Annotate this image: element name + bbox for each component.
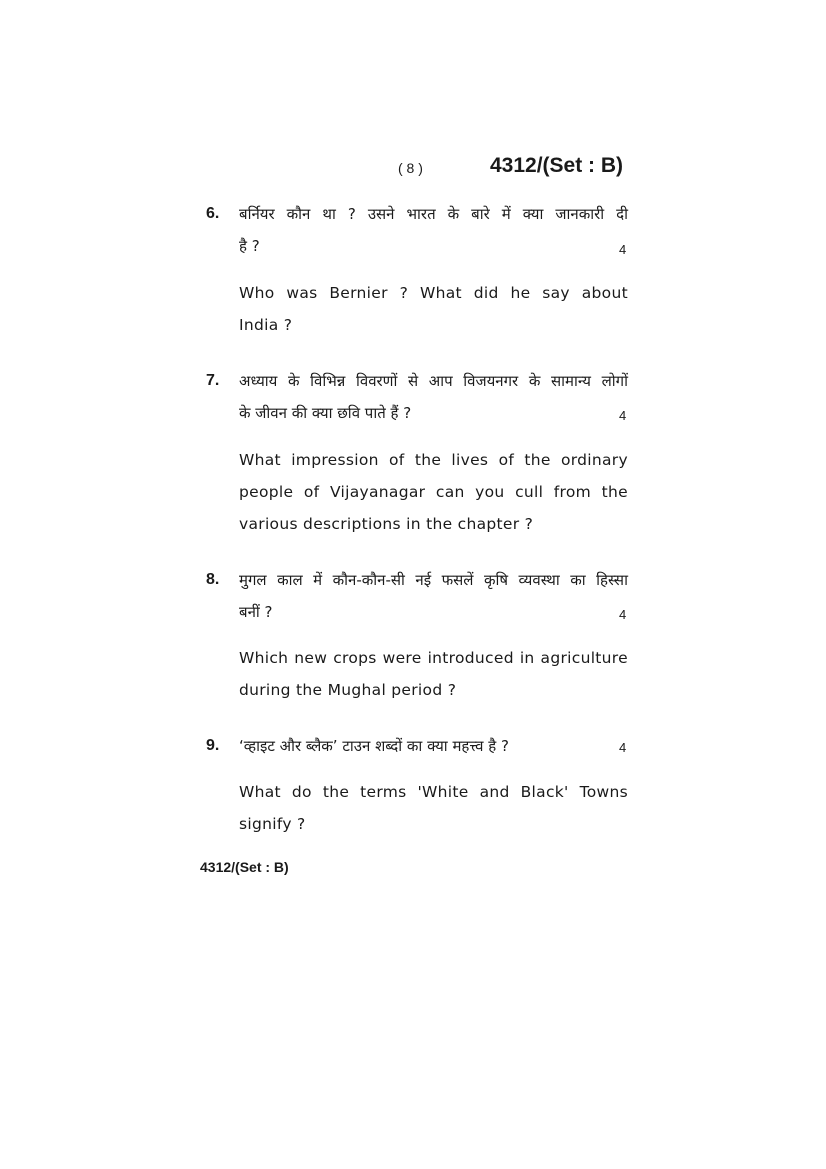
english-line — [239, 508, 628, 540]
word: लोगों — [601, 372, 628, 390]
word: के जीवन की क्या छवि पाते हैं ? — [239, 404, 412, 422]
english-line — [239, 808, 628, 840]
word: कौन — [286, 205, 311, 223]
question-marks: 4 — [619, 740, 627, 755]
hindi-line — [239, 198, 628, 230]
word: ‘व्हाइट और ब्लैक’ टाउन शब्दों का क्या महत्त्व है ? — [239, 737, 509, 755]
word: विभिन्न — [310, 372, 346, 390]
word: के — [528, 372, 541, 390]
word: सामान्य — [550, 372, 591, 390]
question-english-text — [239, 277, 628, 341]
word: बनीं ? — [239, 603, 273, 621]
word: दी — [616, 205, 628, 223]
word: you — [475, 483, 505, 501]
english-line — [239, 674, 628, 706]
english-line — [239, 642, 628, 674]
word: में — [501, 205, 511, 223]
question-hindi-text — [239, 365, 628, 429]
word: can — [435, 483, 465, 501]
word: the — [601, 483, 628, 501]
word: What — [239, 451, 281, 469]
word: है ? — [239, 237, 260, 255]
word: from — [553, 483, 592, 501]
word: during the Mughal period ? — [239, 681, 457, 699]
word: agriculture — [540, 649, 628, 667]
hindi-line — [239, 397, 628, 429]
word: व्यवस्था — [518, 571, 560, 589]
word: new — [294, 649, 328, 667]
word: do — [291, 783, 312, 801]
word: he — [510, 284, 531, 302]
word: नई — [415, 571, 432, 589]
word: विवरणों — [355, 372, 398, 390]
word: What — [419, 284, 462, 302]
english-line — [239, 776, 628, 808]
word: of — [303, 483, 320, 501]
word: फसलें — [441, 571, 474, 589]
word: से — [408, 372, 419, 390]
word: the — [322, 783, 350, 801]
question-english-text — [239, 444, 628, 540]
word: काल — [277, 571, 303, 589]
word: जानकारी — [555, 205, 605, 223]
word: हिस्सा — [596, 571, 628, 589]
word: about — [581, 284, 628, 302]
word: lives — [451, 451, 489, 469]
word: आप — [428, 372, 453, 390]
word: कृषि — [483, 571, 509, 589]
word: ? — [399, 284, 409, 302]
word: 'White — [417, 783, 469, 801]
word: क्या — [522, 205, 544, 223]
paper-code-header: 4312/(Set : B) — [490, 154, 624, 177]
word: Who — [239, 284, 275, 302]
word: मुगल — [239, 571, 267, 589]
word: of — [498, 451, 515, 469]
word: the — [524, 451, 551, 469]
word: impression — [291, 451, 379, 469]
word: का — [570, 571, 586, 589]
english-line — [239, 277, 628, 309]
word: बारे — [471, 205, 490, 223]
question-number: 9. — [206, 737, 220, 754]
hindi-line — [239, 230, 628, 262]
word: Bernier — [329, 284, 388, 302]
question-english-text — [239, 776, 628, 840]
word: के — [447, 205, 460, 223]
hindi-line — [239, 564, 628, 596]
word: Which — [239, 649, 289, 667]
word: ? — [347, 205, 356, 223]
question-hindi-text — [239, 564, 628, 628]
word: people — [239, 483, 294, 501]
word: Vijayanagar — [329, 483, 426, 501]
question-marks: 4 — [619, 408, 627, 423]
word: बर्नियर — [239, 205, 275, 223]
word: of — [389, 451, 405, 469]
word: various descriptions in the chapter ? — [239, 515, 534, 533]
question-number: 8. — [206, 571, 220, 588]
word: अध्याय — [239, 372, 278, 390]
word: were — [382, 649, 422, 667]
hindi-line — [239, 365, 628, 397]
word: cull — [515, 483, 544, 501]
page-number: ( 8 ) — [398, 160, 423, 176]
english-line — [239, 309, 628, 341]
question-hindi-text — [239, 198, 628, 262]
question-number: 7. — [206, 372, 220, 389]
word: and — [479, 783, 510, 801]
word: था — [322, 205, 336, 223]
word: कौन-कौन-सी — [332, 571, 405, 589]
word: in — [519, 649, 535, 667]
question-marks: 4 — [619, 607, 627, 622]
word: terms — [360, 783, 407, 801]
question-number: 6. — [206, 205, 220, 222]
word: the — [414, 451, 442, 469]
hindi-line — [239, 730, 628, 762]
word: Towns — [579, 783, 628, 801]
word: did — [473, 284, 499, 302]
word: Black' — [520, 783, 569, 801]
word: introduced — [427, 649, 514, 667]
word: उसने — [367, 205, 395, 223]
question-marks: 4 — [619, 242, 627, 257]
paper-code-footer: 4312/(Set : B) — [200, 859, 289, 875]
english-line — [239, 444, 628, 476]
hindi-line — [239, 596, 628, 628]
question-english-text — [239, 642, 628, 706]
question-hindi-text — [239, 730, 628, 762]
word: India ? — [239, 316, 293, 334]
word: say — [542, 284, 570, 302]
word: signify ? — [239, 815, 306, 833]
word: के — [288, 372, 300, 390]
english-line — [239, 476, 628, 508]
word: was — [286, 284, 318, 302]
word: विजयनगर — [463, 372, 519, 390]
word: भारत — [406, 205, 436, 223]
word: में — [313, 571, 323, 589]
word: crops — [333, 649, 377, 667]
word: ordinary — [560, 451, 628, 469]
word: What — [239, 783, 281, 801]
